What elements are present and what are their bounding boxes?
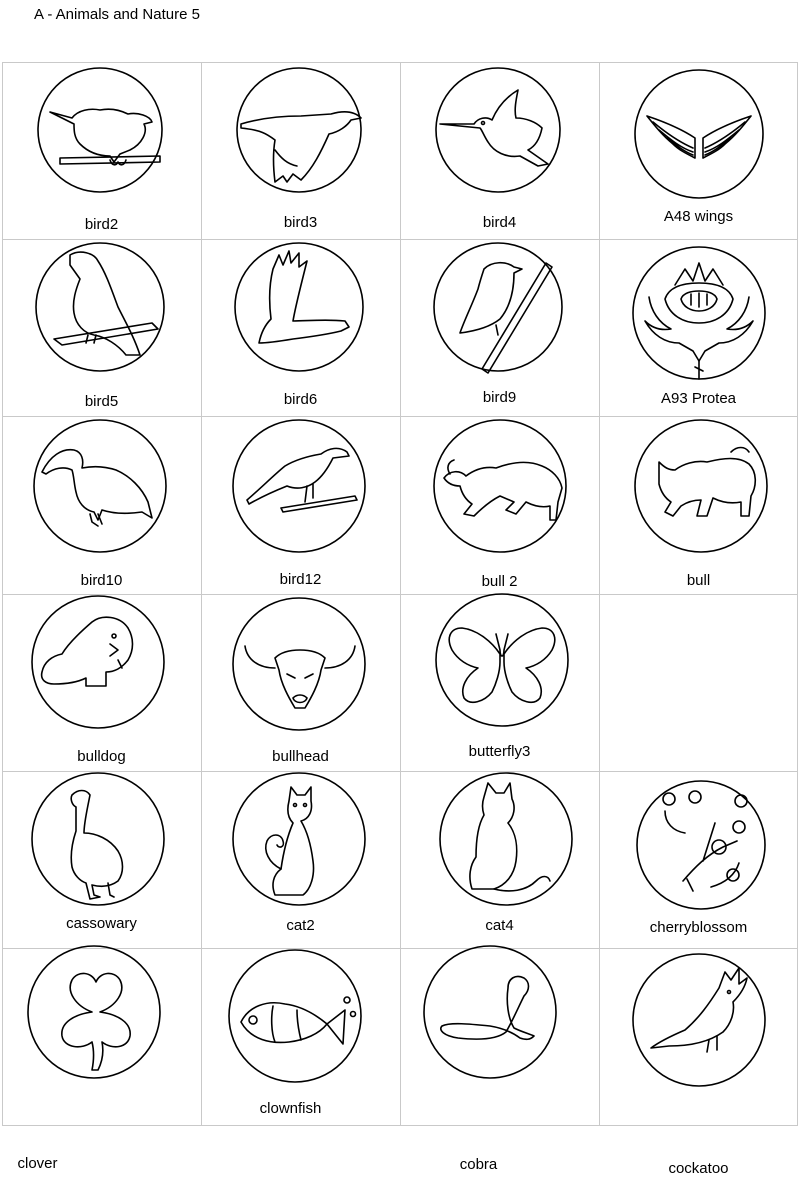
symbol-cell-bird12[interactable] <box>201 416 400 593</box>
symbol-cell-bird2[interactable] <box>2 62 201 239</box>
symbol-cell-clownfish[interactable] <box>201 948 400 1125</box>
symbol-cell-cat2[interactable] <box>201 771 400 948</box>
symbol-label: bullhead <box>272 748 329 765</box>
bull-head-icon <box>201 594 400 771</box>
page-title: A - Animals and Nature 5 <box>34 6 200 23</box>
symbol-cell-bird4[interactable] <box>400 62 599 239</box>
symbol-cell-bulldog[interactable] <box>2 594 201 771</box>
long-tail-bird-icon <box>201 416 400 593</box>
sparrow-on-branch-icon <box>2 239 201 416</box>
symbol-label: butterfly3 <box>468 743 531 760</box>
symbol-cell-clover[interactable] <box>2 948 201 1172</box>
symbol-label: cockatoo <box>668 1160 729 1177</box>
symbol-cell-a48-wings[interactable] <box>599 62 798 239</box>
symbol-label: cat2 <box>286 917 315 934</box>
bulldog-icon <box>2 594 201 771</box>
symbol-label: A48 wings <box>663 208 734 225</box>
symbol-label: bird3 <box>283 214 318 231</box>
symbol-label: cassowary <box>66 915 137 932</box>
symbol-cell-cassowary[interactable] <box>2 771 201 948</box>
symbol-label: bird4 <box>482 214 517 231</box>
symbol-cell-bull[interactable] <box>599 416 798 593</box>
ibis-icon <box>2 416 201 593</box>
symbol-label: clownfish <box>259 1100 322 1117</box>
symbol-label: bird10 <box>80 572 123 589</box>
symbol-label: bird5 <box>84 393 119 410</box>
clover-icon <box>2 948 201 1125</box>
symbol-cell-bird3[interactable] <box>201 62 400 239</box>
symbol-label: bird6 <box>283 391 318 408</box>
bull-charging-icon <box>400 416 599 593</box>
symbol-cell-cockatoo[interactable] <box>599 948 798 1177</box>
cobra-icon <box>400 948 599 1125</box>
bull-icon <box>599 416 798 593</box>
symbol-cell-cat4[interactable] <box>400 771 599 948</box>
symbol-label: A93 Protea <box>660 390 737 407</box>
hummingbird-icon <box>400 62 599 239</box>
symbol-label: cherryblossom <box>649 919 748 936</box>
symbol-cell-cobra[interactable] <box>400 948 599 1173</box>
symbol-grid <box>2 62 798 1177</box>
symbol-label: bird9 <box>482 389 517 406</box>
symbol-label: bird2 <box>84 216 119 233</box>
symbol-cell-butterfly3[interactable] <box>400 594 599 771</box>
symbol-cell-bird9[interactable] <box>400 239 599 416</box>
symbol-label: clover <box>17 1155 58 1172</box>
symbol-label: cat4 <box>485 917 514 934</box>
symbol-label: cobra <box>459 1156 498 1173</box>
symbol-cell-a93-protea[interactable] <box>599 239 798 416</box>
clownfish-icon <box>201 948 400 1125</box>
symbol-label: bull <box>686 572 711 589</box>
symbol-cell-bullhead[interactable] <box>201 594 400 771</box>
symbol-label: bull 2 <box>481 573 518 590</box>
symbol-cell-bull-2[interactable] <box>400 416 599 593</box>
symbol-cell-bird10[interactable] <box>2 416 201 593</box>
symbol-cell-empty <box>599 594 798 771</box>
symbol-cell-cherryblossom[interactable] <box>599 771 798 948</box>
bird-flying-icon <box>201 62 400 239</box>
cockatoo-icon <box>599 948 798 1125</box>
symbol-label: bulldog <box>77 748 126 765</box>
bird-perched-icon <box>2 62 201 239</box>
bird-rising-icon <box>201 239 400 416</box>
symbol-cell-bird6[interactable] <box>201 239 400 416</box>
symbol-cell-bird5[interactable] <box>2 239 201 416</box>
symbol-label: bird12 <box>279 571 322 588</box>
